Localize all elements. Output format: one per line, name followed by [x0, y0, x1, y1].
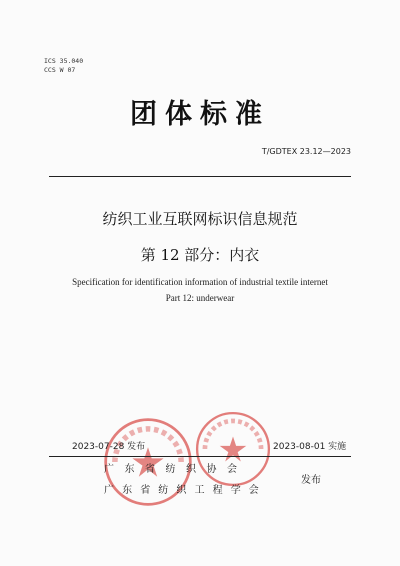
- top-divider: [49, 176, 351, 177]
- document-type-title: 团体标准: [130, 99, 270, 130]
- chinese-part-title: 第 12 部分：内衣: [140, 246, 260, 264]
- issued-label: 发布: [301, 475, 321, 486]
- english-part-title: Part 12: underwear: [165, 293, 235, 303]
- english-title: Specification for identification information of industrial textile internet: [72, 277, 328, 287]
- seal-stamp-textile-engineering-society: [194, 410, 272, 488]
- issuing-org-textile-engineering-society: 广东省纺织工程学会: [104, 485, 267, 496]
- bottom-divider: [49, 456, 351, 457]
- standard-number: T/GDTEX 23.12—2023: [261, 147, 351, 156]
- chinese-title: 纺织工业互联网标识信息规范: [102, 210, 298, 228]
- publish-date: 2023-07-28 发布: [72, 442, 146, 452]
- issuing-org-textile-association: 广东省纺织协会: [104, 464, 248, 475]
- ccs-code: CCS W 07: [44, 66, 76, 74]
- classification-codes: [44, 57, 83, 75]
- implement-date: 2023-08-01 实施: [273, 442, 347, 452]
- ics-code: ICS 35.040: [44, 57, 84, 65]
